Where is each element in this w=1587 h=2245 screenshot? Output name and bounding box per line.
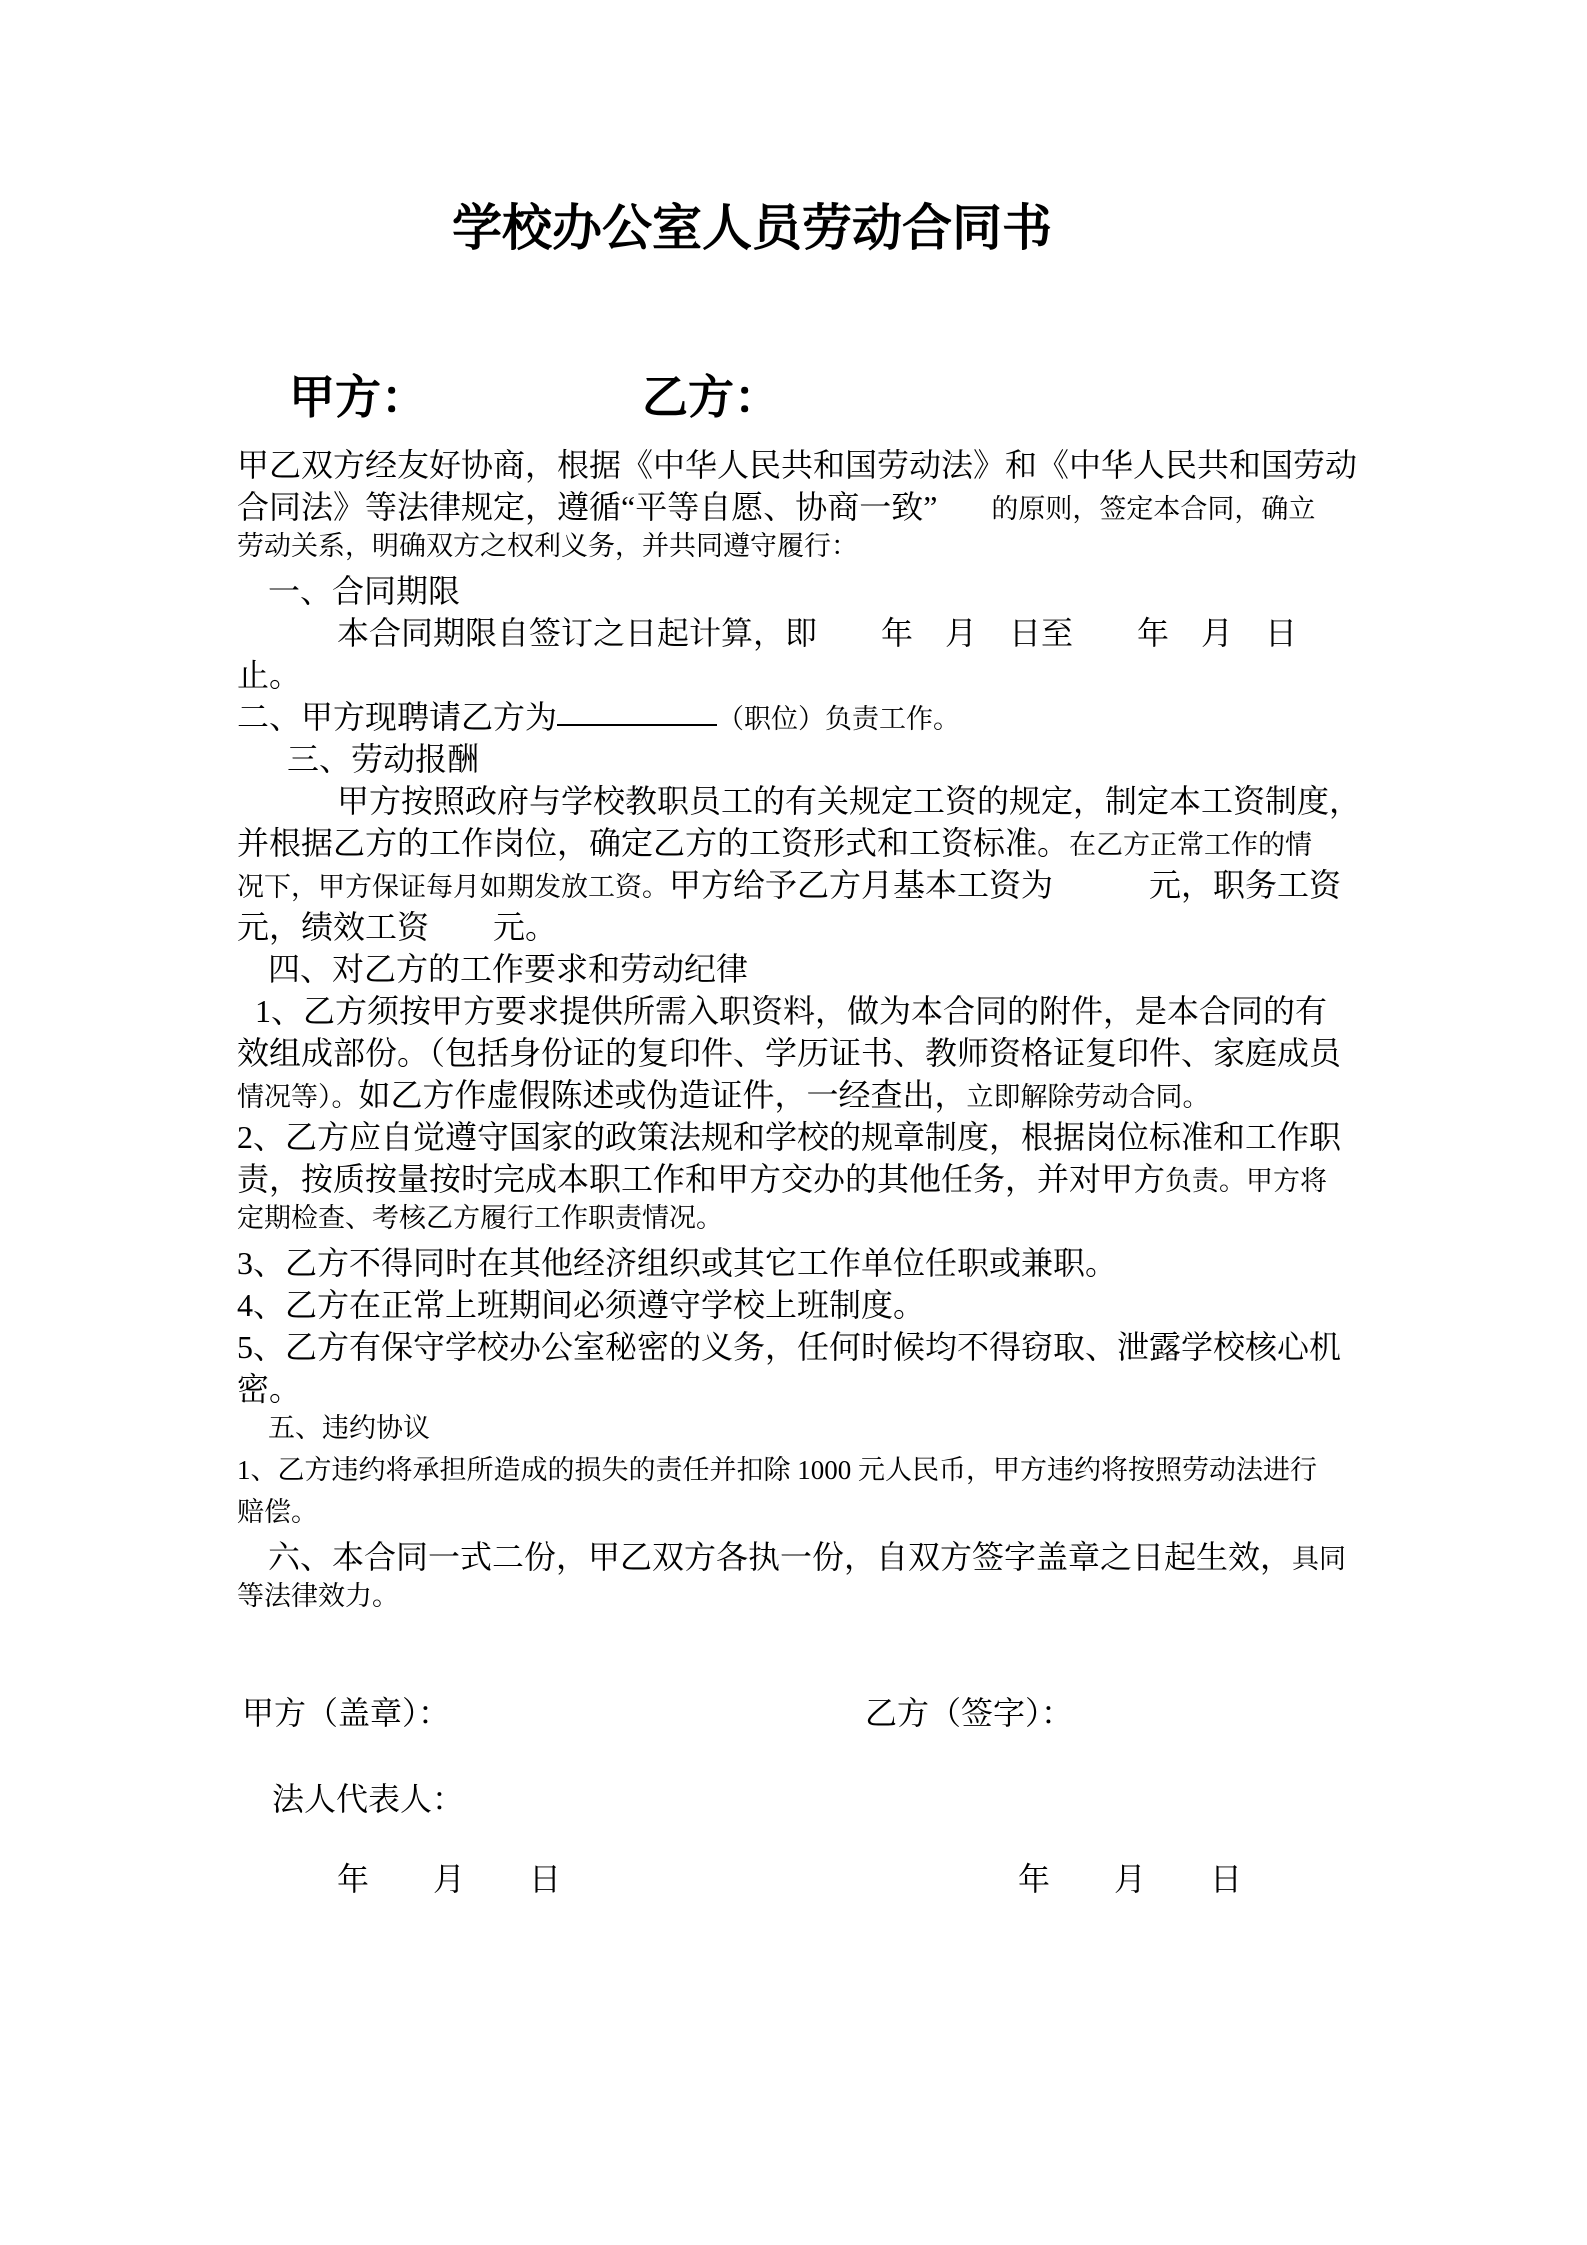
body-line-4: [268, 571, 460, 613]
body-line-10: [237, 823, 1312, 865]
text-segment: 2、乙方应自觉遵守国家的政策法规和学校的规章制度，根据岗位标准和工作职: [237, 1119, 1342, 1155]
text-segment: 负责。甲方将: [1165, 1166, 1328, 1196]
text-segment: 5、乙方有保守学校办公室秘密的义务，任何时候均不得窃取、泄露学校核心机: [237, 1329, 1342, 1365]
body-line-14: [255, 991, 1327, 1033]
text-segment: 密。: [237, 1371, 302, 1407]
legal-representative-label: 法人代表人：: [272, 1781, 465, 1817]
body-line-25: [237, 1453, 1317, 1488]
text-segment: 劳动关系，明确双方之权利义务，并共同遵守履行：: [237, 531, 858, 561]
text-segment: （职位）负责工作。: [717, 704, 961, 734]
body-line-12: [237, 907, 557, 949]
text-segment: 一、合同期限: [268, 573, 461, 609]
body-line-23: [237, 1369, 301, 1411]
body-line-20: [237, 1243, 1117, 1285]
text-segment: 情况等）。: [237, 1082, 359, 1112]
body-line-13: [268, 949, 748, 991]
body-line-5: [337, 613, 1297, 655]
text-segment: 具同: [1292, 1544, 1347, 1574]
text-segment: 元，绩效工资 元。: [237, 909, 558, 945]
party-a-seal-label: 甲方（盖章）：: [242, 1695, 451, 1731]
text-segment: 立即解除劳动合同。: [966, 1082, 1210, 1112]
body-line-9: [337, 781, 1361, 823]
text-segment: 本合同期限自签订之日起计算，即 年 月 日至 年 月 日: [337, 615, 1298, 651]
text-segment: 四、对乙方的工作要求和劳动纪律: [268, 951, 749, 987]
text-segment: 二、甲方现聘请乙方为: [237, 699, 558, 735]
document-title: 学校办公室人员劳动合同书: [452, 200, 1052, 256]
text-segment: 甲方按照政府与学校教职员工的有关规定工资的规定，制定本工资制度，: [337, 783, 1362, 819]
text-segment: 的原则，签定本合同，确立: [937, 494, 1316, 524]
text-segment: 4、乙方在正常上班期间必须遵守学校上班制度。: [237, 1287, 926, 1323]
body-line-1: [237, 445, 1357, 487]
date-line-right: 年 月 日: [1018, 1861, 1243, 1897]
text-segment: 五、违约协议: [268, 1413, 430, 1443]
body-line-2: [237, 487, 1315, 529]
text-segment: 1、乙方须按甲方要求提供所需入职资料，做为本合同的附件，是本合同的有: [255, 993, 1328, 1029]
body-line-21: [237, 1285, 925, 1327]
body-line-8: [287, 739, 479, 781]
text-segment: 甲乙双方经友好协商，根据《中华人民共和国劳动法》和《中华人民共和国劳动: [237, 447, 1358, 483]
text-segment: 1、乙方违约将承担所造成的损失的责任并扣除 1000 元人民币，甲方违约将按照劳动法进行: [237, 1455, 1317, 1485]
body-line-27: [268, 1537, 1346, 1579]
body-line-16: [237, 1075, 1210, 1117]
body-line-22: [237, 1327, 1341, 1369]
text-segment: 甲方给予乙方月基本工资为 元，职务工资: [669, 867, 1342, 903]
body-line-7: [237, 697, 960, 739]
text-segment: 止。: [237, 657, 302, 693]
body-line-3: [237, 529, 858, 564]
body-line-19: [237, 1201, 723, 1236]
body-line-15: [237, 1033, 1341, 1075]
fill-in-blank: [557, 722, 717, 726]
text-segment: 在乙方正常工作的情: [1069, 830, 1313, 860]
text-segment: 定期检查、考核乙方履行工作职责情况。: [237, 1203, 723, 1233]
body-line-6: [237, 655, 301, 697]
text-segment: 等法律效力。: [237, 1581, 399, 1611]
text-segment: 合同法》等法律规定，遵循“平等自愿、协商一致”: [237, 489, 938, 525]
text-segment: 3、乙方不得同时在其他经济组织或其它工作单位任职或兼职。: [237, 1245, 1118, 1281]
text-segment: 如乙方作虚假陈述或伪造证件，一经查出，: [358, 1077, 967, 1113]
party-b-sign-label: 乙方（签字）：: [865, 1695, 1074, 1731]
text-segment: 三、劳动报酬: [287, 741, 480, 777]
body-line-28: [237, 1579, 399, 1614]
text-segment: 六、本合同一式二份，甲乙双方各执一份，自双方签字盖章之日起生效，: [268, 1539, 1293, 1575]
body-line-24: [268, 1411, 430, 1446]
text-segment: 并根据乙方的工作岗位，确定乙方的工资形式和工资标准。: [237, 825, 1070, 861]
body-line-11: [237, 865, 1341, 907]
party-a-label: 甲方：: [289, 372, 427, 423]
text-segment: 赔偿。: [237, 1497, 318, 1527]
body-line-18: [237, 1159, 1327, 1201]
text-segment: 责，按质按量按时完成本职工作和甲方交办的其他任务，并对甲方: [237, 1161, 1166, 1197]
text-segment: 效组成部份。（包括身份证的复印件、学历证书、教师资格证复印件、家庭成员: [237, 1035, 1342, 1071]
body-line-17: [237, 1117, 1341, 1159]
party-b-label: 乙方：: [642, 372, 780, 423]
date-line-left: 年 月 日: [337, 1861, 562, 1897]
text-segment: 况下，甲方保证每月如期发放工资。: [237, 872, 669, 902]
body-line-26: [237, 1495, 318, 1530]
